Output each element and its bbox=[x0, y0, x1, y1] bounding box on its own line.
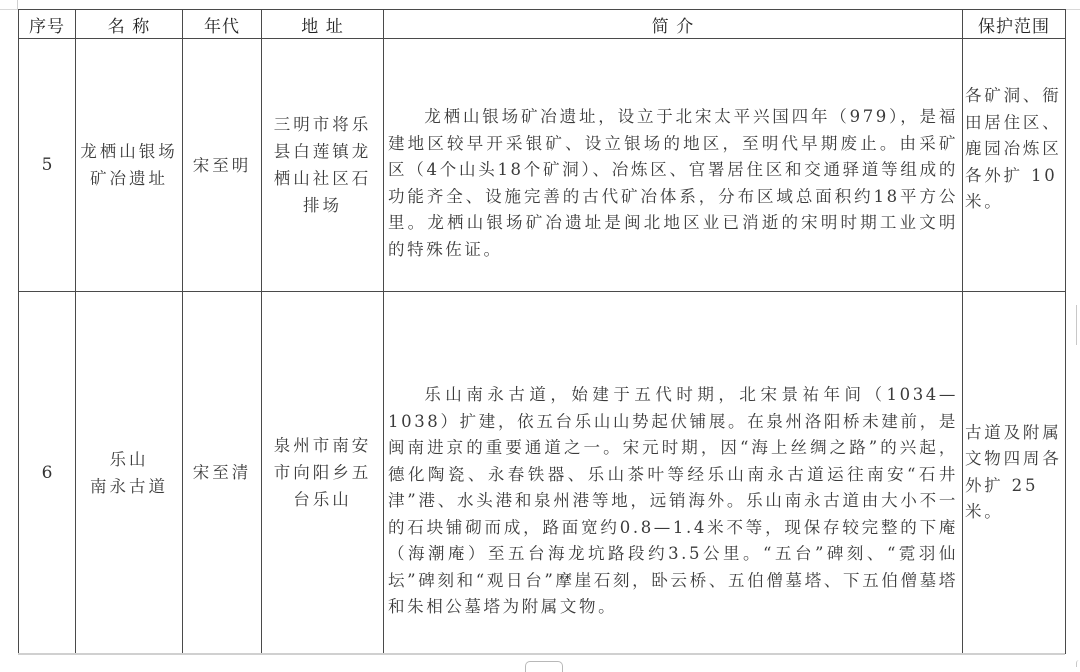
address-value bbox=[262, 432, 383, 513]
address-line: 市向阳乡五 bbox=[273, 463, 372, 482]
header-protection-scope: 保护范围 bbox=[963, 10, 1066, 39]
cell-name bbox=[76, 292, 183, 654]
era-value: 宋至明 bbox=[192, 155, 252, 175]
address-line: 泉州市南安 bbox=[273, 436, 372, 455]
cell-name bbox=[76, 39, 183, 292]
site-name-line: 龙栖山银场 bbox=[80, 142, 178, 161]
cell-seq bbox=[19, 292, 76, 654]
cell-address bbox=[262, 292, 384, 654]
address-line: 排场 bbox=[303, 196, 342, 215]
protection-scope-text: 古道及附属文物四周各外扩 25 米。 bbox=[965, 422, 1062, 521]
site-name bbox=[76, 446, 182, 500]
cell-era bbox=[183, 292, 262, 654]
scrollbar-edge bbox=[1076, 660, 1080, 667]
header-description: 简 介 bbox=[384, 10, 963, 39]
table-header-row bbox=[19, 10, 1066, 39]
header-address: 地 址 bbox=[262, 10, 384, 39]
cell-protection-scope bbox=[963, 39, 1066, 292]
header-name: 名 称 bbox=[76, 10, 183, 39]
cell-protection-scope bbox=[963, 292, 1066, 654]
seq-value: 5 bbox=[41, 155, 53, 175]
header-seq: 序号 bbox=[19, 10, 76, 39]
address-line: 台乐山 bbox=[293, 490, 352, 509]
address-line: 县白莲镇龙 bbox=[273, 142, 372, 161]
page-corner-mark bbox=[17, 0, 18, 9]
table-row bbox=[19, 39, 1066, 292]
address-line: 三明市将乐 bbox=[273, 115, 372, 134]
site-name-line: 乐山 bbox=[109, 449, 149, 469]
address-line: 栖山社区石 bbox=[273, 169, 372, 188]
site-name bbox=[76, 138, 182, 192]
table-bottom-shadow bbox=[18, 653, 1065, 655]
header-era: 年代 bbox=[183, 10, 262, 39]
site-name-line: 南永古道 bbox=[90, 476, 168, 496]
cell-era bbox=[183, 39, 262, 292]
era-value: 宋至清 bbox=[192, 463, 252, 482]
description-text: 龙栖山银场矿冶遗址，设立于北宋太平兴国四年（979），是福建地区较早开采银矿、设立银场的地区，至明代早期废止。由采矿区（4个山头18个矿洞）、冶炼区、官署居住区和交通驿道等组成的功能齐全、设施完善的古代矿冶体系，分布区域总面积约18平方公里。龙栖山银场矿冶遗址是闽北地区业已消逝的宋明时期工业文明的特殊佐证。 bbox=[388, 107, 958, 259]
cell-address bbox=[262, 39, 384, 292]
site-name-line: 矿冶遗址 bbox=[90, 169, 168, 188]
table-row bbox=[19, 292, 1066, 654]
description-text: 乐山南永古道，始建于五代时期，北宋景祐年间（1034—1038）扩建，依五台乐山山势起伏铺展。在泉州洛阳桥未建前，是闽南进京的重要通道之一。宋元时期，因“海上丝绸之路”的兴起，德化陶瓷、永春铁器、乐山茶叶等经乐山南永古道运往南安“石井津”港、水头港和泉州港等地，远销海外。乐山南永古道由大小不一的石块铺砌而成，路面宽约0.8—1.4米不等，现保存较完整的下庵（海潮庵）至五台海龙坑路段约3.5公里。“五台”碑刻、“霓羽仙坛”碑刻和“观日台”摩崖石刻，卧云桥、五伯僧墓塔、下五伯僧墓塔和朱相公墓塔为附属文物。 bbox=[388, 385, 958, 617]
cell-description bbox=[384, 292, 963, 654]
cell-description bbox=[384, 39, 963, 292]
scrollbar-handle[interactable] bbox=[1076, 305, 1080, 345]
seq-value: 6 bbox=[41, 462, 53, 483]
heritage-sites-table bbox=[18, 9, 1066, 654]
address-value bbox=[262, 111, 383, 219]
cell-seq bbox=[19, 39, 76, 292]
protection-scope-text: 各矿洞、衙田居住区、鹿园冶炼区各外扩 10 米。 bbox=[965, 86, 1062, 211]
